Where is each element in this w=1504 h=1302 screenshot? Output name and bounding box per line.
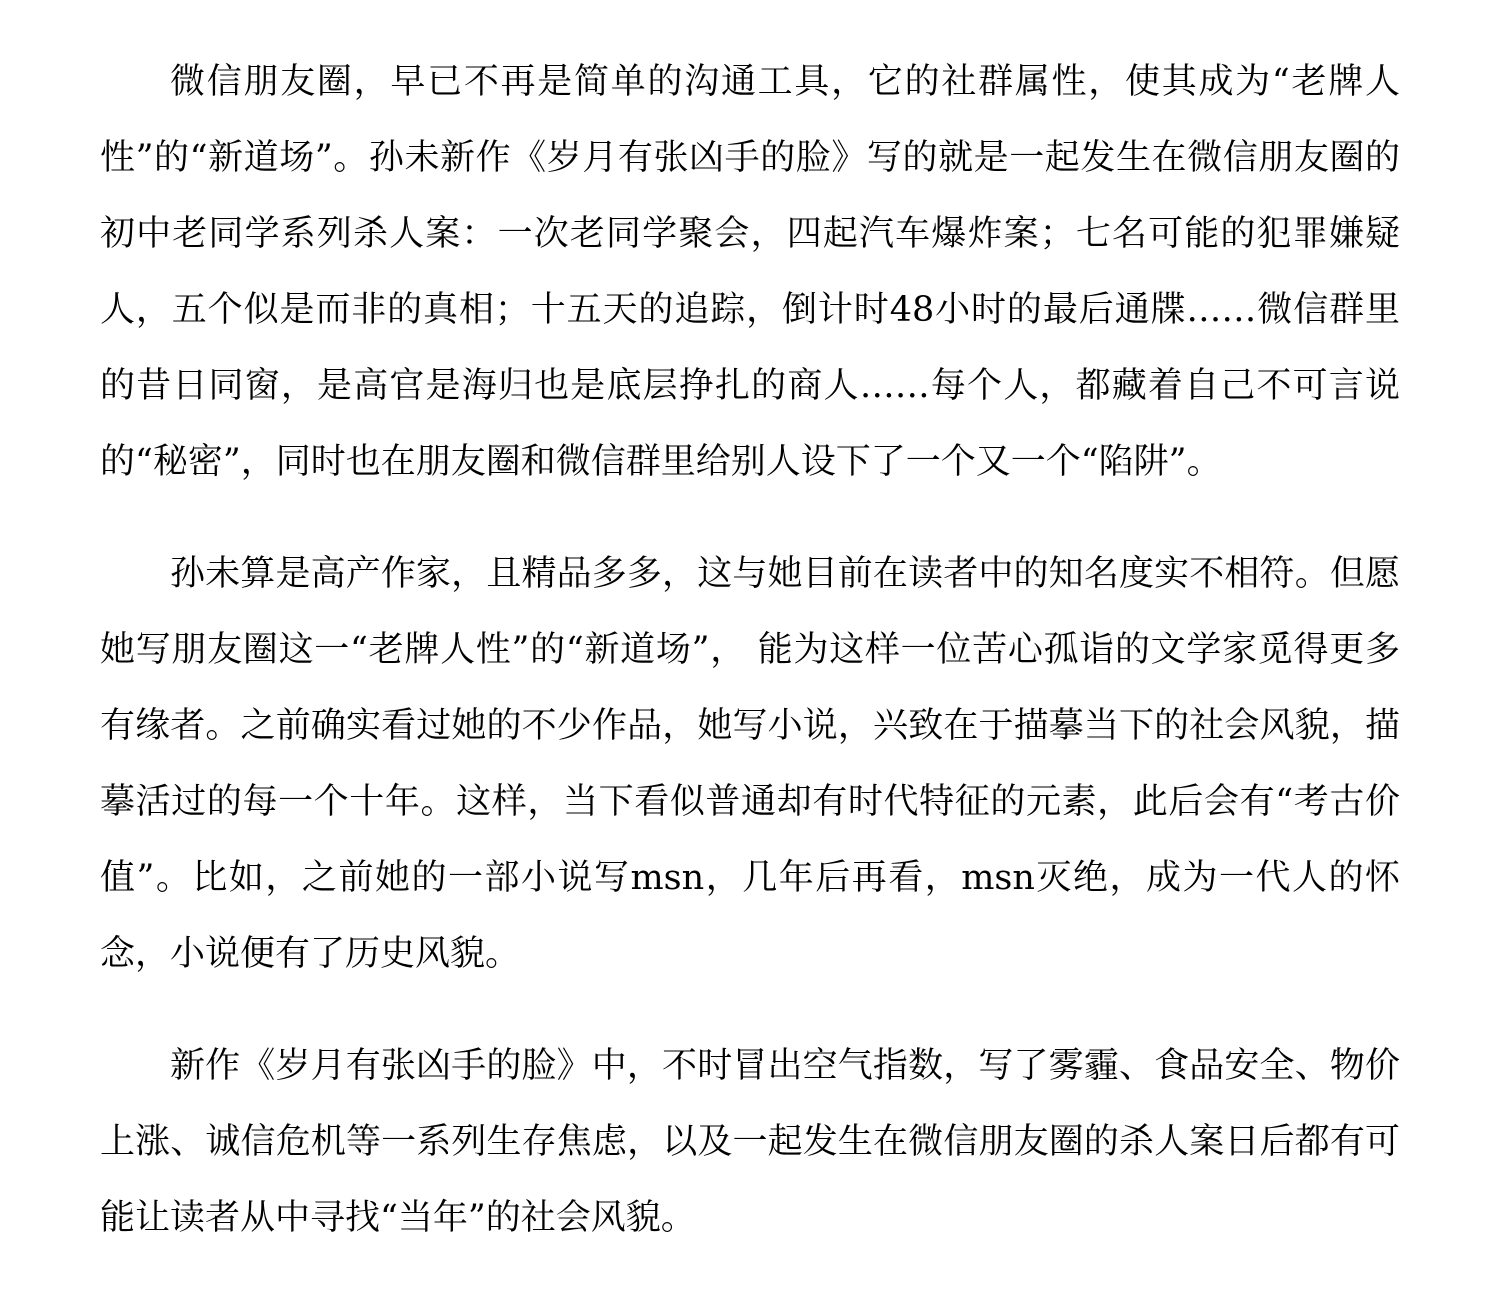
paragraph-3: 新作《岁月有张凶手的脸》中，不时冒出空气指数，写了雾霾、食品安全、物价上涨、诚信危机等一系列生存焦虑，以及一起发生在微信朋友圈的杀人案日后都有可能让读者从中寻找“当年”的社会风貌。 [100, 1046, 1400, 1238]
paragraph-1: 微信朋友圈，早已不再是简单的沟通工具，它的社群属性，使其成为“老牌人性”的“新道场”。孙未新作《岁月有张凶手的脸》写的就是一起发生在微信朋友圈的初中老同学系列杀人案：一次老同学聚会，四起汽车爆炸案；七名可能的犯罪嫌疑人，五个似是而非的真相；十五天的追踪，倒计时48小时的最后通牒……微信群里的昔日同窗，是高官是海归也是底层挣扎的商人……每个人，都藏着自己不可言说的“秘密”，同时也在朋友圈和微信群里给别人设下了一个又一个“陷阱”。 [100, 62, 1400, 482]
paragraph-2: 孙未算是高产作家，且精品多多，这与她目前在读者中的知名度实不相符。但愿她写朋友圈这一“老牌人性”的“新道场”， 能为这样一位苦心孤诣的文学家觅得更多有缘者。之前确实看过她的不少作品，她写小说，兴致在于描摹当下的社会风貌，描摹活过的每一个十年。这样，当下看似普通却有时代特征的元素，此后会有“考古价值”。比如，之前她的一部小说写msn，几年后再看，msn灭绝，成为一代人的怀念，小说便有了历史风貌。 [100, 554, 1400, 974]
